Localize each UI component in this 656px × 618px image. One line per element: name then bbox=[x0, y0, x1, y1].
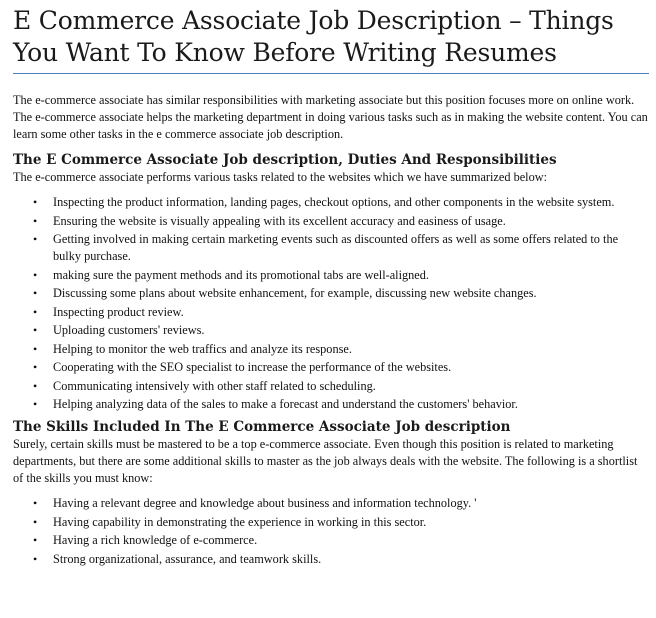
list-item-text: Having a relevant degree and knowledge about business and information technology. ' bbox=[53, 496, 477, 510]
list-item bbox=[13, 551, 649, 568]
list-item-text: Cooperating with the SEO specialist to increase the performance of the websites. bbox=[53, 360, 452, 374]
list-item bbox=[13, 532, 649, 549]
title-underline bbox=[13, 73, 649, 74]
section-lead-skills: Surely, certain skills must be mastered to be a top e-commerce associate. Even though this position is related to marketing departments, but there are some additional skills to master as the job always deals with the website. The following is a shortlist of the skills you must know: bbox=[13, 437, 638, 485]
bullet-icon: • bbox=[33, 341, 38, 356]
list-item-text: making sure the payment methods and its promotional tabs are well-aligned. bbox=[53, 267, 429, 282]
list-item bbox=[13, 322, 649, 339]
skills-list bbox=[13, 495, 649, 568]
bullet-icon: • bbox=[33, 213, 38, 228]
bullet-icon: • bbox=[33, 286, 38, 300]
bullet-icon: • bbox=[33, 232, 38, 246]
list-item-text: Having capability in demonstrating the experience in working in this sector. bbox=[53, 514, 427, 529]
list-item bbox=[13, 194, 649, 211]
bullet-icon: • bbox=[33, 397, 38, 411]
duties-list bbox=[13, 194, 649, 413]
article bbox=[13, 5, 649, 572]
list-item-text: Helping to monitor the web traffics and analyze its response. bbox=[53, 341, 352, 356]
list-item-text: Strong organizational, assurance, and teamwork skills. bbox=[53, 551, 322, 566]
list-item bbox=[13, 514, 649, 531]
list-item bbox=[13, 396, 649, 413]
list-item-text: Having a rich knowledge of e-commerce. bbox=[53, 533, 258, 547]
bullet-icon: • bbox=[33, 267, 38, 282]
bullet-icon: • bbox=[33, 360, 38, 374]
bullet-icon: • bbox=[33, 514, 38, 529]
list-item bbox=[13, 231, 649, 265]
section-heading-skills: The Skills Included In The E Commerce Associate Job description bbox=[13, 419, 511, 435]
list-item bbox=[13, 304, 649, 321]
bullet-icon: • bbox=[33, 323, 38, 337]
list-item-text: Communicating intensively with other staff related to scheduling. bbox=[53, 378, 376, 393]
bullet-icon: • bbox=[33, 304, 38, 319]
list-item bbox=[13, 213, 649, 230]
list-item bbox=[13, 378, 649, 395]
bullet-icon: • bbox=[33, 533, 38, 547]
list-item-text: Discussing some plans about website enhancement, for example, discussing new website changes. bbox=[53, 286, 537, 300]
list-item bbox=[13, 359, 649, 376]
bullet-icon: • bbox=[33, 496, 38, 510]
list-item-text: Uploading customers' reviews. bbox=[53, 323, 205, 337]
list-item-text: Inspecting product review. bbox=[53, 304, 184, 319]
section-lead-duties: The e-commerce associate performs various tasks related to the websites which we have summarized below: bbox=[13, 170, 548, 184]
intro-paragraph: The e-commerce associate has similar responsibilities with marketing associate but this position focuses more on online work. The e-commerce associate helps the marketing department in doing various tasks such as in making the website content. You can learn some other tasks in the e commerce associate job description. bbox=[13, 93, 648, 141]
section-heading-duties: The E Commerce Associate Job description, Duties And Responsibilities bbox=[13, 152, 557, 168]
list-item-text: Ensuring the website is visually appealing with its excellent accuracy and easiness of usage. bbox=[53, 213, 506, 228]
list-item bbox=[13, 267, 649, 284]
bullet-icon: • bbox=[33, 195, 38, 209]
list-item bbox=[13, 285, 649, 302]
page-title: E Commerce Associate Job Description – Things You Want To Know Before Writing Resumes bbox=[13, 6, 614, 67]
list-item bbox=[13, 341, 649, 358]
bullet-icon: • bbox=[33, 551, 38, 566]
list-item-text: Getting involved in making certain marketing events such as discounted offers as well as some offers related to the bulky purchase. bbox=[53, 232, 619, 263]
list-item bbox=[13, 495, 649, 512]
bullet-icon: • bbox=[33, 378, 38, 393]
list-item-text: Helping analyzing data of the sales to make a forecast and understand the customers' behavior. bbox=[53, 397, 518, 411]
list-item-text: Inspecting the product information, landing pages, checkout options, and other components in the website system. bbox=[53, 195, 615, 209]
